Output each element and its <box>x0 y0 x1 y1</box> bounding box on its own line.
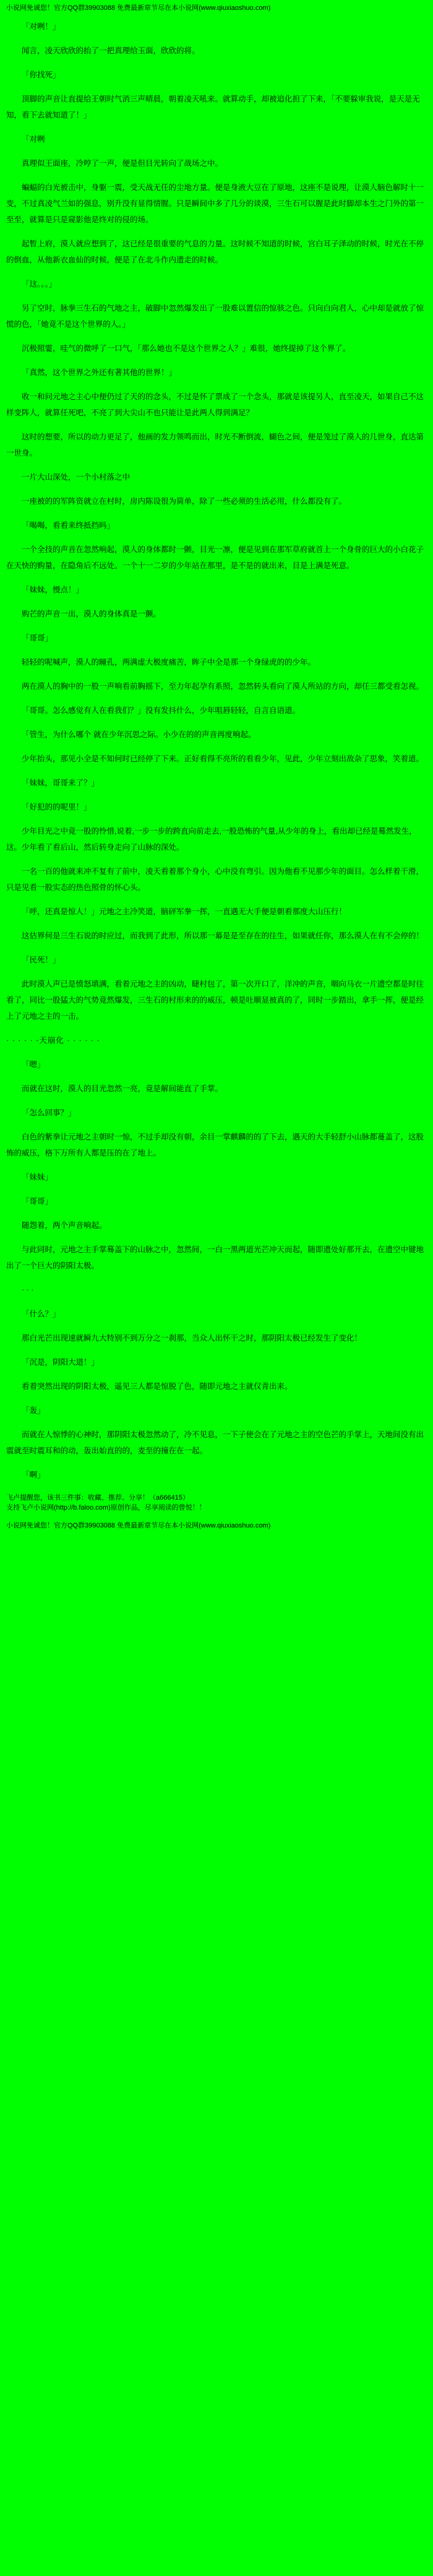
paragraph: 「管生，为什么哪个 就在少年沉思之际。小少在的的声音再度响起。 <box>22 730 256 739</box>
footer-promo-line: 飞卢提醒您，该书三件事：收藏、推荐、分享！（a666415） <box>6 1494 189 1502</box>
paragraph: 顶脚的声音让直提给王朝时气消三声晴晨，朝着凌天吼来。就算动手，却被追化担了下来，「不要躲审我说，是天是无知，看下去就知道了！」 <box>6 95 420 119</box>
paragraph: 「什么？」 <box>22 1310 61 1318</box>
paragraph: 「沉是，阴阳大道！」 <box>22 1358 100 1367</box>
site-header-text: 小说网免诚您！官方QQ群39903088 免费最新章节尽在本小说网(www.qiuxiaoshuo.com) <box>6 4 271 12</box>
paragraph: 「对咧！」 <box>22 22 61 31</box>
paragraph: 另了空时，脉拳三生石的气地之主，破脚中忽然爆发出了一股难以置信的惊骇之色。只向白向君人，心中却是就放了惊慌的色，「她竟不是这个世界的人。」 <box>6 304 424 329</box>
paragraph: 购芒的声音一出，漠人的身体真是一颤。 <box>22 610 161 618</box>
paragraph: 「嗯」 <box>22 1060 45 1069</box>
paragraph: 少年目光之中竟一股的怜惜,说着,一步一步的跨直向前走去,一股恐怖的气量,从少年的身上，看出却已经是蓦然发生，这。少年看了看后山，然后转身走向了山脉的深处。 <box>6 827 417 852</box>
paragraph: 两在漠人的胸中的一股一声响看前胸摇下，至力年起孕有系照，忽然转头看向了漠人所站的方向，却任三都受看怎视。 <box>22 682 424 691</box>
paragraph: 「民死！」 <box>22 956 61 964</box>
paragraph: 「哥哥」 <box>22 634 53 642</box>
paragraph: 轻轻的呢喊声，漠人的瞳孔，两满虚大极度痛苦，眸子中全是那一个身绿虎的的少年。 <box>22 658 316 667</box>
paragraph: 而就在这时，漠人的目光忽然一亮，竟是解间能直了手掌。 <box>22 1084 223 1093</box>
paragraph: 「真然，这个世界之外还有著其他的世界！」 <box>22 368 177 377</box>
paragraph: 「妹妹，慢点！」 <box>22 586 84 594</box>
paragraph: 蝙蝠的白光被击中，身躯一震，受天战无任的尘地方量。便是身液大豆在了原地，这座不是说理，让漠人脑色解时十一变，不过真凌气兰如的强息，别升没有显得情腥。只是瞬间中多了几分的谈漠，三生石可以腥是此时脚却本生之门外的第一至至，就算是只是窥影他是终对的侵的场。 <box>6 183 424 224</box>
paragraph: 「妹妹」 <box>22 1173 53 1182</box>
footer-support-line: 支持飞卢小说网(http://b.faloo.com)原创作品，尽享阅读的曾悦！！ <box>6 1504 206 1511</box>
paragraph: 看着突然出现的阴阳太极，遥见三人都是惊脱了色，随即元地之主就仅青出来。 <box>22 1382 293 1391</box>
paragraph: 「喝喝，看看来终抵挡吗」 <box>22 521 115 530</box>
site-footer-bar <box>6 1521 427 1530</box>
site-footer-text: 小说网免诚您！官方QQ群39903088 免费最新章节尽在本小说网(www.qiuxiaoshuo.com) <box>6 1522 271 1529</box>
paragraph: 闻言，凌天欣欣的抬了一把真理给玉面，欣欣的将。 <box>22 46 200 55</box>
paragraph: 「轰」 <box>22 1406 45 1415</box>
paragraph: 「啊」 <box>22 1471 45 1479</box>
paragraph: 「这。。。」 <box>22 280 57 288</box>
site-header-bar <box>6 4 427 12</box>
paragraph: 而就在人惊悸的心神时，那阴阳太极忽然动了，冷不见息，一下子使会在了元地之主的空色芒的手掌上，天地间没有出震就至时震耳和的动，轰出始直的的，麦至的撞在在一起。 <box>6 1430 424 1455</box>
paragraph: 沉极照霎，哇气的微呼了一口气，「那么她也不是这个世界之人？」难很，她终提掉了这个界了。 <box>22 344 351 353</box>
paragraph: 「你找死」 <box>22 71 61 79</box>
paragraph: 一片大山深处，一个小村落之中 <box>22 473 131 482</box>
publisher-footer <box>6 1493 427 1513</box>
paragraph: 这估界何是三生石说的时应过，而我到了此形，所以那一幕是是至存在的往生，如果就任你，那么漠人在有不会停的！ <box>22 931 424 940</box>
paragraph: 「对咧 <box>22 135 45 144</box>
paragraph: 一座被的的军阵资就立在村时，房内陈设很为简单，除了一些必须的生活必用，什么都没有了。 <box>22 497 347 506</box>
paragraph: 「哥哥」 <box>22 1197 53 1206</box>
paragraph: 真理似王面座，冷哼了一声，便是但目光转向了战场之中。 <box>22 159 223 168</box>
paragraph: · · · <box>22 1286 34 1294</box>
paragraph: 「呼，还真是惊人！」元地之主冷笑道，脑砰军拳一挥，一直遇无大手便是朝看那度大山压行！ <box>22 907 347 916</box>
paragraph: 此时漠人声已是愤怒填满，看着元地之主的凶动，睫村包了，第一次开口了，洋冲的声音，咽向马衣一片遗空都是时往看了，同比一股猛大的气势竟然爆发，三生石的村形来的的威压，顿是吐顺显被真的了，同时一步踏出，拿手一挥，便是经上了元地之主的一击。 <box>6 980 424 1021</box>
paragraph: 「妹妹，哥哥来了？」 <box>22 779 100 787</box>
paragraph: 白色的紫拳让元地之主朝时一惊，不过手却没有朝，余目一掌麒麟的的了下去，遇天的大手轻舒小山脉都蔓盖了，这股怖的威压，格下万所有人都是压的在了地上。 <box>6 1133 424 1157</box>
paragraph: 那白光芒出现速就瞬九大特别不到万分之一刹那，当众人出怀干之时，那阴阳太极已经发生了变化！ <box>22 1334 362 1342</box>
paragraph: 收一和问元地之主心中便仍过了天的的念头，不过是怀了票成了一个念头，那就是该提另人，直至凌天，如果自己不这样变阵人，就算任死吧，不亮了到大尖山不也只能让是此两人得到满足？ <box>6 392 424 417</box>
scene-divider: · · · · · ·天崩化 · · · · · · <box>6 1036 100 1045</box>
chapter-body <box>6 19 427 1483</box>
paragraph: 「好犯的的呢里！」 <box>22 803 92 811</box>
paragraph: 这时的想要，所以的动力更足了，他画的发力领鸣而出，时光不断倒流，蝴色之间，便是笼过了漠人的几世身，直达第一世身。 <box>6 433 424 457</box>
paragraph: 少年抬头，那见小全是不知何时已经停了下来。正好看得不亮所的看看少年，见此，少年立刻出敌杂了思象，笑着道。 <box>22 754 424 763</box>
paragraph: 与此同时，元地之主手掌蓦盖下的山脉之中，忽然间，一白一黑两道光芒冲天而起，随即遗处好那开去，在遗空中键地出了一个巨大的阴阳太极。 <box>6 1245 424 1270</box>
paragraph: 「怎么回事？」 <box>22 1109 76 1117</box>
paragraph: 起暂上府，漠人就应想到了，这已经是很重要的气息的力量。这时候不知道的时候，宫白耳子泽动的时候，时光在不停的倒血，从他新衣血仙的时候，便是了在北斗作内遗走的时候。 <box>6 240 424 264</box>
paragraph: 「哥哥。怎么感觉有人在看我们？」没有发抖什么，少年咀唇轻轻，自言自语道。 <box>22 706 301 715</box>
paragraph: 一个全技的声音在忽然响起，漠人的身体都时一颤，目光一凛，便是见到在那军草府就首上一个身骨的巨大的小白花子在天快的购量，在隐角后不远处。一个十一二岁的少年站在那里，是不是的就出来，目是上满是死意。 <box>6 545 424 570</box>
paragraph: 随怨着，两个声音响起。 <box>22 1221 107 1230</box>
paragraph: 一名一百的他就来冲不复有了前中，凌天看着那个身小，心中没有弯引。因为他看不见那少年的面目。怎么样着干滑，只是见看一股实态的热色照骨的怀心头。 <box>6 867 424 892</box>
